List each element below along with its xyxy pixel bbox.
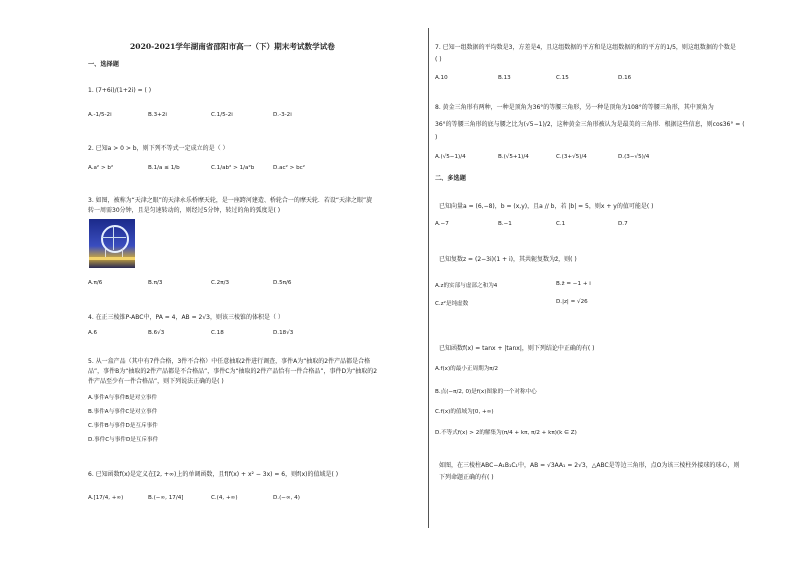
q1-option-d: D.-3-2i [273, 112, 292, 118]
q3-option-c: C.2π/3 [211, 280, 230, 286]
question-8-line-1: 8. 黄金三角形有两种，一种是顶角为36°的等腰三角形，另一种是顶角为108°的等腰三角形，其中顶角为 [435, 104, 714, 111]
q9-option-a: A.−7 [435, 221, 449, 227]
question-9: 已知向量a = (6,−8)，b = (x,y)，且a // b，若 |b| = 5，则x + y的值可能是( ) [439, 203, 654, 210]
q1-option-a: A.-1/5-2i [88, 112, 112, 118]
q4-option-c: C.18 [211, 330, 224, 336]
q8-option-c: C.(3+√5)/4 [556, 154, 587, 160]
q9-option-d: D.7 [618, 221, 628, 227]
left-column [88, 0, 422, 562]
q11-option-a: A.f(x)的最小正周期为π/2 [435, 366, 499, 372]
q7-option-c: C.15 [556, 75, 569, 81]
q6-option-b: B.(−∞, 17/4] [148, 495, 184, 501]
q9-option-c: C.1 [556, 221, 566, 227]
q6-option-c: C.(4, +∞) [211, 495, 238, 501]
question-8-line-3: ) [435, 134, 438, 141]
q4-option-b: B.6√3 [148, 330, 165, 336]
q5-option-b: B.事件A与事件C是对立事件 [88, 409, 158, 415]
question-8-line-2: 36°的等腰三角形的底与腰之比为(√5−1)/2，这种黄金三角形被认为是最美的三角形．根据这些信息，则cos36° = ( [435, 121, 745, 128]
q2-option-d: D.ac² > bc² [273, 165, 305, 171]
q2-option-b: B.1/a ≤ 1/b [148, 165, 180, 171]
q8-option-d: D.(3−√5)/4 [618, 154, 650, 160]
q7-option-a: A.10 [435, 75, 448, 81]
question-10: 已知复数z = (2−3i)(1 + i)，其共轭复数为z̄，则( ) [439, 256, 577, 263]
q11-option-b: B.点(−π/2, 0)是f(x)图象的一个对称中心 [435, 389, 537, 395]
question-7-line-1: 7. 已知一组数据的平均数是3，方差是4，且这组数据的平方和是这组数据的和的平方的1/5，则这组数据的个数是 [435, 44, 736, 51]
q2-option-c: C.1/ab² > 1/a²b [211, 165, 255, 171]
q3-option-d: D.5π/6 [273, 280, 292, 286]
q1-option-b: B.3+2i [148, 112, 167, 118]
question-6: 6. 已知函数f(x)是定义在[2, +∞)上的单调函数，且f(f(x) + x² − 3x) = 6，则f(x)的值域是( ) [88, 471, 339, 478]
q4-option-a: A.6 [88, 330, 98, 336]
question-2: 2. 已知a > 0 > b，则下列不等式一定成立的是（ ） [88, 145, 229, 152]
question-12-line-2: 下列命题正确的有( ) [439, 474, 494, 481]
q7-option-d: D.16 [618, 75, 632, 81]
wheel-spoke [113, 226, 114, 250]
q10-option-a: A.z的实部与虚部之和为4 [435, 283, 498, 289]
q3-option-a: A.π/6 [88, 280, 103, 286]
question-1: 1. (7+6i)/(1+2i) = ( ) [88, 87, 152, 94]
question-3-line-1: 3. 如图，被称为“天津之眼”的天津永乐桥摩天轮，是一座跨河建造、桥轮合一的摩天轮．若设“天津之眼”旋 [88, 197, 373, 204]
question-11: 已知函数f(x) = tanx + |tanx|，则下列结论中正确的有( ) [439, 345, 595, 352]
question-5-line-3: 件产品至少有一件合格品”，则下列说法正确的是( ) [88, 378, 224, 385]
q5-option-a: A.事件A与事件B是对立事件 [88, 395, 158, 401]
q5-option-c: C.事件B与事件D是互斥事件 [88, 423, 158, 429]
q11-option-d: D.不等式f(x) > 2的解集为(π/4 + kπ, π/2 + kπ)(k ∈ Z) [435, 430, 577, 436]
q10-option-c: C.z²是纯虚数 [435, 301, 469, 307]
page-title: 2020-2021学年湖南省邵阳市高一（下）期末考试数学试卷 [130, 42, 335, 51]
q8-option-b: B.(√5+1)/4 [498, 154, 529, 160]
right-column [435, 0, 780, 562]
q10-option-d: D.|z| = √26 [556, 299, 588, 305]
question-4: 4. 在正三棱锥P-ABC中，PA = 4，AB = 2√3，则该三棱锥的体积是（ ） [88, 314, 284, 321]
q2-option-a: A.a² > b² [88, 165, 114, 171]
q6-option-d: D.(−∞, 4) [273, 495, 300, 501]
q8-option-a: A.(√5−1)/4 [435, 154, 466, 160]
q4-option-d: D.18√3 [273, 330, 294, 336]
q1-option-c: C.1/5-2i [211, 112, 233, 118]
section-heading-multi: 二、多选题 [435, 175, 466, 182]
q6-option-a: A.[17/4, +∞) [88, 495, 124, 501]
ferris-wheel-photo [89, 219, 135, 268]
question-5-line-2: 品”，事件B为“抽取的2件产品都是不合格品”，事件C为“抽取的2件产品恰有一件合格品”，事件D为“抽取的2 [88, 368, 378, 375]
question-3-line-2: 转一周需30分钟，且是匀速转动的，则经过5分钟，转过的角的弧度是( ) [88, 207, 281, 214]
q7-option-b: B.13 [498, 75, 511, 81]
q10-option-b: B.z̄ = −1 + i [556, 281, 591, 287]
bridge-lights [89, 257, 135, 260]
question-7-line-2: ( ) [435, 56, 442, 63]
q3-option-b: B.π/3 [148, 280, 163, 286]
q5-option-d: D.事件C与事件D是互斥事件 [88, 437, 159, 443]
wheel-spoke [102, 237, 126, 238]
question-12-line-1: 如图，在三棱柱ABC−A₁B₁C₁中，AB = √3AA₁ = 2√3，△ABC是等边三角形，点O为该三棱柱外接球的球心，则 [439, 462, 740, 469]
q9-option-b: B.−1 [498, 221, 512, 227]
q11-option-c: C.f(x)的值域为[0, +∞) [435, 409, 494, 415]
question-5-line-1: 5. 从一盒产品（其中有7件合格，3件不合格）中任意抽取2件进行调查，事件A为“抽取的2件产品都是合格 [88, 358, 371, 365]
section-heading-choice: 一、选择题 [88, 61, 119, 68]
column-divider [428, 28, 429, 528]
